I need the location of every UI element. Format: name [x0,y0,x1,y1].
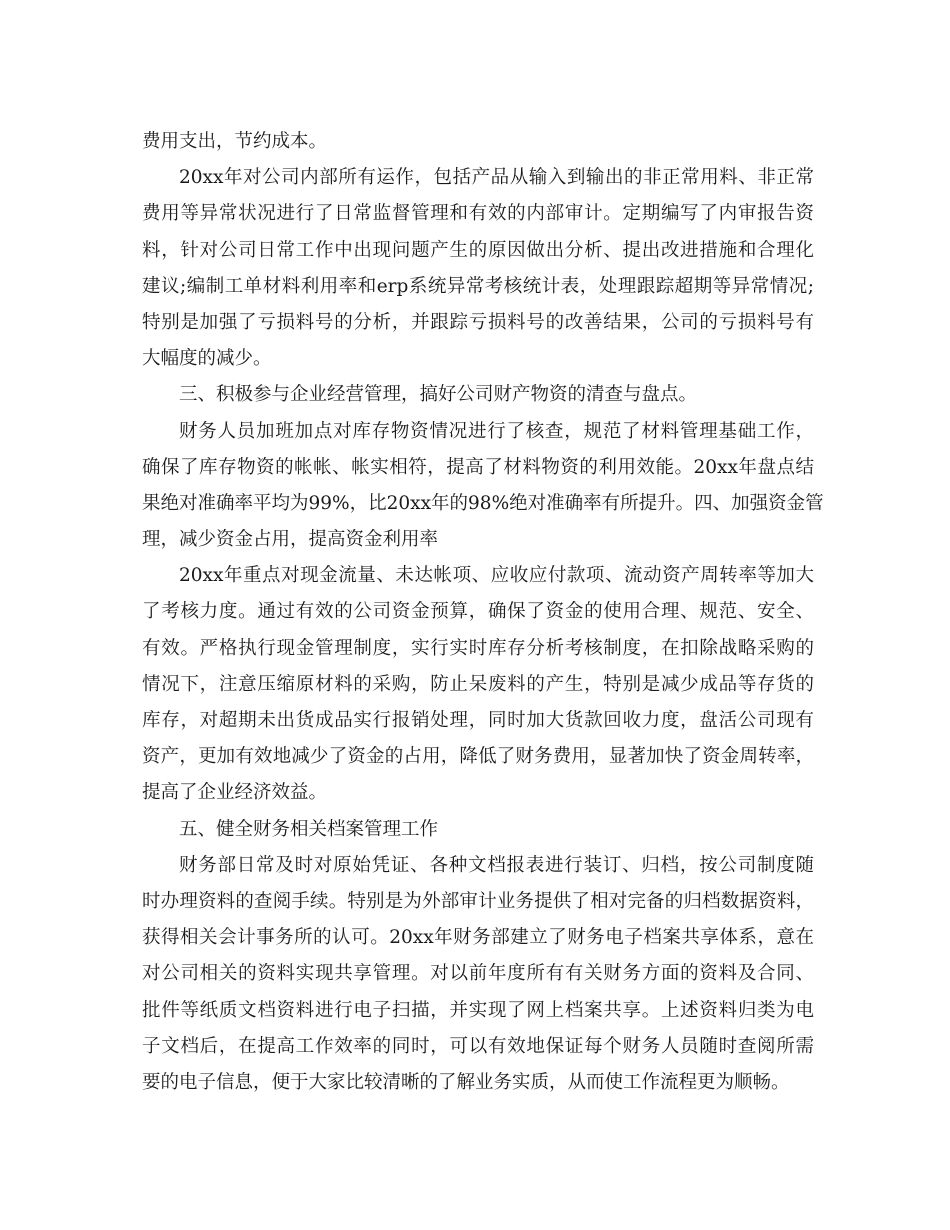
text-line: 获得相关会计事务所的认可。20xx年财务部建立了财务电子档案共享体系，意在 [142,927,814,949]
text-line: 情况下，注意压缩原材料的采购，防止呆废料的产生，特别是减少成品等存货的 [142,673,814,695]
text-line: 时办理资料的查阅手续。特别是为外部审计业务提供了相对完备的归档数据资料， [142,890,814,912]
text-line: 子文档后，在提高工作效率的同时，可以有效地保证每个财务人员随时查阅所需 [142,1035,814,1057]
text-line: 理，减少资金占用，提高资金利用率 [142,529,439,551]
text-line: 果绝对准确率平均为99%，比20xx年的98%绝对准确率有所提升。四、加强资金管 [142,492,824,514]
section-heading: 五、健全财务相关档案管理工作 [179,818,439,840]
section-heading: 三、积极参与企业经营管理，搞好公司财产物资的清查与盘点。 [179,384,698,406]
text-line: 对公司相关的资料实现共享管理。对以前年度所有有关财务方面的资料及合同、 [142,963,814,985]
text-line: 库存，对超期未出货成品实行报销处理，同时加大货款回收力度，盘活公司现有 [142,710,814,731]
text-line: 财务人员加班加点对库存物资情况进行了核查，规范了材料管理基础工作， [179,420,814,442]
text-line: 要的电子信息，便于大家比较清晰的了解业务实质，从而使工作流程更为顺畅。 [142,1071,790,1093]
text-line: 财务部日常及时对原始凭证、各种文档报表进行装订、归档，按公司制度随 [179,854,814,876]
text-line: 建议;编制工单材料利用率和erp系统异常考核统计表，处理跟踪超期等异常情况; [142,275,814,297]
text-line: 资产，更加有效地减少了资金的占用，降低了财务费用，显著加快了资金周转率， [142,746,814,768]
text-line: 确保了库存物资的帐帐、帐实相符，提高了材料物资的利用效能。20xx年盘点结 [142,456,814,478]
text-line: 了考核力度。通过有效的公司资金预算，确保了资金的使用合理、规范、安全、 [142,601,814,623]
text-line: 批件等纸质文档资料进行电子扫描，并实现了网上档案共享。上述资料归类为电 [142,999,814,1021]
text-line: 费用支出，节约成本。 [142,131,328,152]
text-line: 料，针对公司日常工作中出现问题产生的原因做出分析、提出改进措施和合理化 [142,239,814,261]
text-line: 特别是加强了亏损料号的分析，并跟踪亏损料号的改善结果，公司的亏损料号有 [142,311,814,333]
text-line: 提高了企业经济效益。 [142,782,328,804]
text-line: 20xx年对公司内部所有运作，包括产品从输入到输出的非正常用料、非正常 [179,167,814,189]
text-line: 费用等异常状况进行了日常监督管理和有效的内部审计。定期编写了内审报告资 [142,203,814,225]
text-line: 大幅度的减少。 [142,348,272,370]
text-line: 有效。严格执行现金管理制度，实行实时库存分析考核制度，在扣除战略采购的 [142,637,814,659]
document-body [142,124,824,1101]
text-line: 20xx年重点对现金流量、未达帐项、应收应付款项、流动资产周转率等加大 [179,565,814,587]
